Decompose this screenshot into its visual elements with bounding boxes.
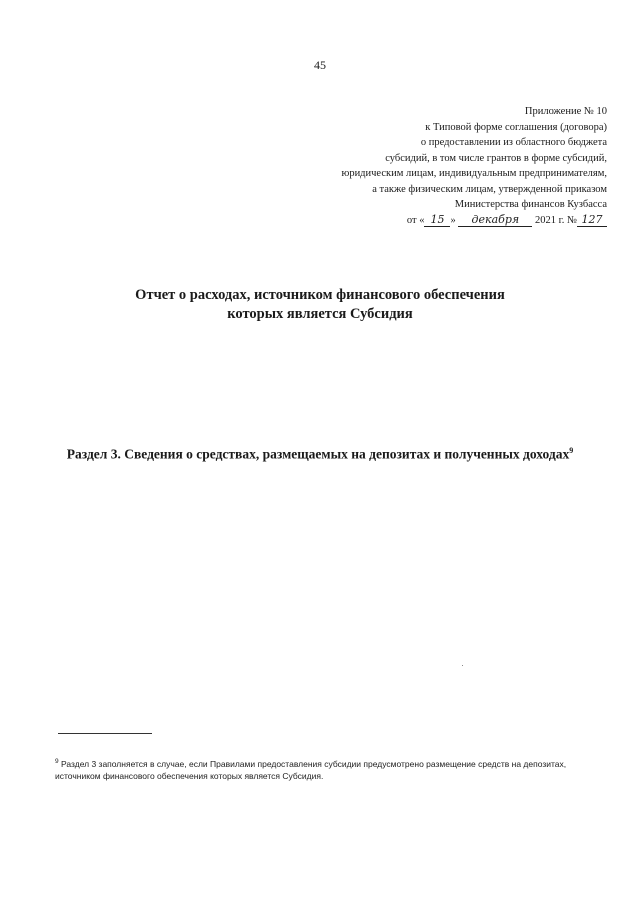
appendix-line: к Типовой форме соглашения (договора) xyxy=(425,121,607,133)
appendix-line: субсидий, в том числе грантов в форме субсидий, xyxy=(385,152,607,164)
scan-speck xyxy=(462,665,463,666)
report-title-line: Отчет о расходах, источником финансового обеспечения xyxy=(135,287,505,303)
appendix-line: а также физическим лицам, утвержденной приказом xyxy=(372,183,607,195)
appendix-line: о предоставлении из областного бюджета xyxy=(420,137,607,148)
handwritten-day: 15 xyxy=(424,214,450,227)
handwritten-month: декабря xyxy=(458,214,532,227)
order-date-prefix: от « xyxy=(406,214,425,226)
report-title-line: которых является Субсидия xyxy=(227,306,413,322)
appendix-line: Министерства финансов Кузбасса xyxy=(454,199,607,210)
appendix-line: юридическим лицам, индивидуальным предпринимателям, xyxy=(341,168,607,179)
order-date-line xyxy=(267,213,607,229)
footnote-marker: 9 xyxy=(55,758,59,765)
footnote-reference: 9 xyxy=(569,446,574,455)
appendix-line: Приложение № 10 xyxy=(524,106,607,117)
report-title xyxy=(0,286,640,324)
page-number: 45 xyxy=(314,58,326,72)
order-year-text: 2021 г. № xyxy=(534,214,577,226)
footnote-divider xyxy=(58,733,152,734)
footnote xyxy=(55,756,600,783)
appendix-header xyxy=(267,104,607,228)
footnote-text: Раздел 3 заполняется в случае, если Правилами предоставления субсидии предусмотрено размещение средств на депозитах, источником финансового обеспечения которых является Субсидия. xyxy=(55,758,567,782)
section-title xyxy=(0,442,640,464)
order-date-quote: » xyxy=(450,214,456,226)
handwritten-order-number: 127 xyxy=(577,214,607,227)
section-title-text: Раздел 3. Сведения о средствах, размещаемых на депозитах и полученных доходах xyxy=(66,446,570,462)
